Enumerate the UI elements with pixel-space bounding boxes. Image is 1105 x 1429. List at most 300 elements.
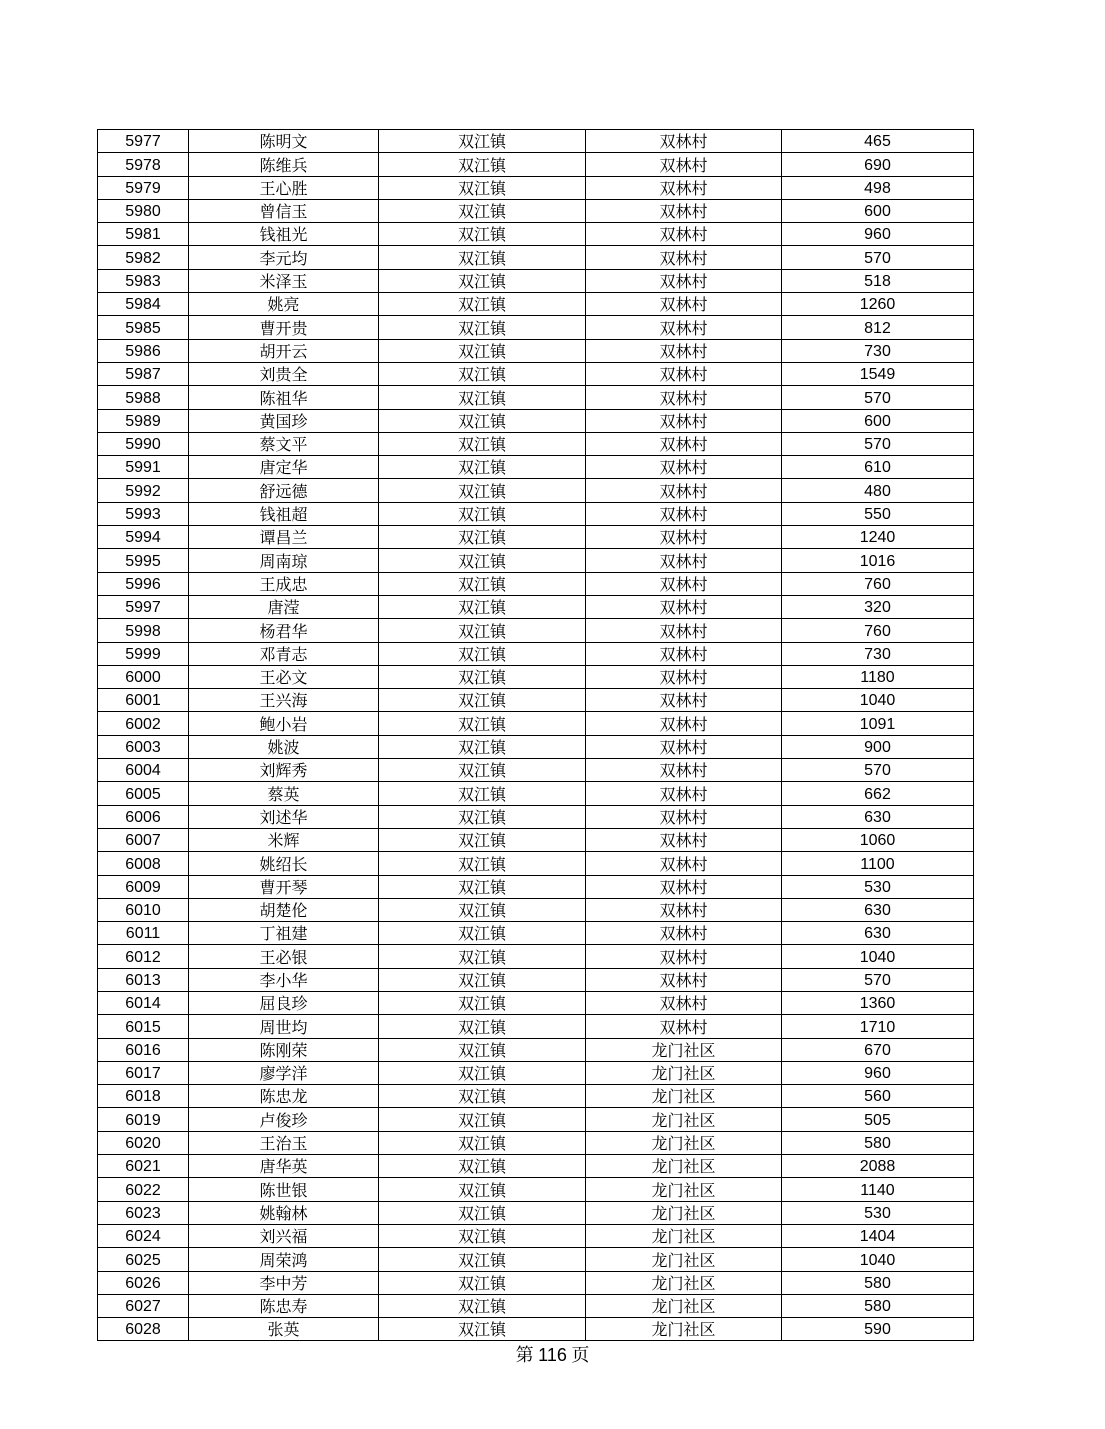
person-name-cell: 钱祖光	[189, 223, 379, 246]
village-name-cell: 双林村	[586, 339, 782, 362]
town-name-cell: 双江镇	[379, 456, 586, 479]
row-number-cell: 5983	[98, 269, 189, 292]
row-number-cell: 6022	[98, 1178, 189, 1201]
row-number-cell: 6023	[98, 1201, 189, 1224]
amount-cell: 560	[782, 1085, 974, 1108]
person-name-cell: 李元均	[189, 246, 379, 269]
village-name-cell: 龙门社区	[586, 1131, 782, 1154]
row-number-cell: 5977	[98, 130, 189, 153]
row-number-cell: 6017	[98, 1061, 189, 1084]
table-row	[98, 991, 974, 1014]
amount-cell: 505	[782, 1108, 974, 1131]
village-name-cell: 双林村	[586, 246, 782, 269]
village-name-cell: 龙门社区	[586, 1038, 782, 1061]
town-name-cell: 双江镇	[379, 735, 586, 758]
person-name-cell: 曹开贵	[189, 316, 379, 339]
town-name-cell: 双江镇	[379, 805, 586, 828]
table-row	[98, 1201, 974, 1224]
amount-cell: 1360	[782, 991, 974, 1014]
amount-cell: 530	[782, 1201, 974, 1224]
person-name-cell: 卢俊珍	[189, 1108, 379, 1131]
amount-cell: 1100	[782, 852, 974, 875]
town-name-cell: 双江镇	[379, 176, 586, 199]
village-name-cell: 双林村	[586, 293, 782, 316]
row-number-cell: 6011	[98, 922, 189, 945]
person-name-cell: 刘述华	[189, 805, 379, 828]
amount-cell: 518	[782, 269, 974, 292]
row-number-cell: 5979	[98, 176, 189, 199]
village-name-cell: 双林村	[586, 782, 782, 805]
village-name-cell: 双林村	[586, 828, 782, 851]
table-row	[98, 1015, 974, 1038]
row-number-cell: 6015	[98, 1015, 189, 1038]
person-name-cell: 曹开琴	[189, 875, 379, 898]
amount-cell: 630	[782, 805, 974, 828]
amount-cell: 1060	[782, 828, 974, 851]
table-row	[98, 479, 974, 502]
village-name-cell: 龙门社区	[586, 1061, 782, 1084]
person-name-cell: 王兴海	[189, 689, 379, 712]
town-name-cell: 双江镇	[379, 595, 586, 618]
town-name-cell: 双江镇	[379, 1178, 586, 1201]
amount-cell: 690	[782, 153, 974, 176]
town-name-cell: 双江镇	[379, 828, 586, 851]
table-row	[98, 1061, 974, 1084]
amount-cell: 580	[782, 1294, 974, 1317]
page-number: 116	[538, 1345, 567, 1365]
town-name-cell: 双江镇	[379, 1131, 586, 1154]
table-row	[98, 269, 974, 292]
town-name-cell: 双江镇	[379, 782, 586, 805]
row-number-cell: 6028	[98, 1318, 189, 1341]
row-number-cell: 6006	[98, 805, 189, 828]
person-name-cell: 廖学洋	[189, 1061, 379, 1084]
table-row	[98, 1224, 974, 1247]
amount-cell: 1260	[782, 293, 974, 316]
town-name-cell: 双江镇	[379, 409, 586, 432]
town-name-cell: 双江镇	[379, 1224, 586, 1247]
row-number-cell: 5987	[98, 362, 189, 385]
town-name-cell: 双江镇	[379, 549, 586, 572]
town-name-cell: 双江镇	[379, 1318, 586, 1341]
row-number-cell: 5993	[98, 502, 189, 525]
village-name-cell: 双林村	[586, 945, 782, 968]
village-name-cell: 双林村	[586, 805, 782, 828]
person-name-cell: 米泽玉	[189, 269, 379, 292]
amount-cell: 2088	[782, 1155, 974, 1178]
table-row	[98, 759, 974, 782]
town-name-cell: 双江镇	[379, 269, 586, 292]
amount-cell: 812	[782, 316, 974, 339]
town-name-cell: 双江镇	[379, 1248, 586, 1271]
person-name-cell: 陈明文	[189, 130, 379, 153]
town-name-cell: 双江镇	[379, 712, 586, 735]
person-name-cell: 曾信玉	[189, 199, 379, 222]
amount-cell: 1404	[782, 1224, 974, 1247]
town-name-cell: 双江镇	[379, 432, 586, 455]
amount-cell: 570	[782, 386, 974, 409]
row-number-cell: 6007	[98, 828, 189, 851]
village-name-cell: 双林村	[586, 595, 782, 618]
amount-cell: 1040	[782, 1248, 974, 1271]
village-name-cell: 双林村	[586, 1015, 782, 1038]
village-name-cell: 双林村	[586, 898, 782, 921]
row-number-cell: 5996	[98, 572, 189, 595]
village-name-cell: 双林村	[586, 572, 782, 595]
table-row	[98, 549, 974, 572]
person-name-cell: 谭昌兰	[189, 526, 379, 549]
person-name-cell: 蔡文平	[189, 432, 379, 455]
table-row	[98, 782, 974, 805]
table-row	[98, 1178, 974, 1201]
person-name-cell: 陈世银	[189, 1178, 379, 1201]
table-row	[98, 945, 974, 968]
village-name-cell: 双林村	[586, 502, 782, 525]
row-number-cell: 5999	[98, 642, 189, 665]
amount-cell: 600	[782, 409, 974, 432]
amount-cell: 630	[782, 922, 974, 945]
village-name-cell: 龙门社区	[586, 1294, 782, 1317]
table-row	[98, 1085, 974, 1108]
amount-cell: 900	[782, 735, 974, 758]
village-name-cell: 双林村	[586, 479, 782, 502]
person-name-cell: 唐定华	[189, 456, 379, 479]
table-row	[98, 316, 974, 339]
village-name-cell: 双林村	[586, 386, 782, 409]
row-number-cell: 6025	[98, 1248, 189, 1271]
amount-cell: 670	[782, 1038, 974, 1061]
village-name-cell: 龙门社区	[586, 1108, 782, 1131]
roster-table	[97, 129, 974, 1341]
town-name-cell: 双江镇	[379, 223, 586, 246]
person-name-cell: 刘贵全	[189, 362, 379, 385]
town-name-cell: 双江镇	[379, 898, 586, 921]
person-name-cell: 张英	[189, 1318, 379, 1341]
table-row	[98, 362, 974, 385]
row-number-cell: 5984	[98, 293, 189, 316]
person-name-cell: 王心胜	[189, 176, 379, 199]
amount-cell: 590	[782, 1318, 974, 1341]
village-name-cell: 双林村	[586, 362, 782, 385]
town-name-cell: 双江镇	[379, 246, 586, 269]
town-name-cell: 双江镇	[379, 1085, 586, 1108]
row-number-cell: 6027	[98, 1294, 189, 1317]
person-name-cell: 唐滢	[189, 595, 379, 618]
person-name-cell: 王成忠	[189, 572, 379, 595]
town-name-cell: 双江镇	[379, 502, 586, 525]
table-row	[98, 1248, 974, 1271]
table-row	[98, 1131, 974, 1154]
village-name-cell: 双林村	[586, 735, 782, 758]
person-name-cell: 黄国珍	[189, 409, 379, 432]
row-number-cell: 6010	[98, 898, 189, 921]
person-name-cell: 周南琼	[189, 549, 379, 572]
amount-cell: 1140	[782, 1178, 974, 1201]
amount-cell: 760	[782, 572, 974, 595]
person-name-cell: 胡楚伦	[189, 898, 379, 921]
town-name-cell: 双江镇	[379, 875, 586, 898]
amount-cell: 550	[782, 502, 974, 525]
town-name-cell: 双江镇	[379, 526, 586, 549]
amount-cell: 610	[782, 456, 974, 479]
person-name-cell: 陈忠龙	[189, 1085, 379, 1108]
row-number-cell: 6021	[98, 1155, 189, 1178]
person-name-cell: 李小华	[189, 968, 379, 991]
person-name-cell: 姚翰林	[189, 1201, 379, 1224]
amount-cell: 580	[782, 1131, 974, 1154]
amount-cell: 960	[782, 1061, 974, 1084]
table-row	[98, 968, 974, 991]
row-number-cell: 5989	[98, 409, 189, 432]
table-row	[98, 712, 974, 735]
village-name-cell: 双林村	[586, 432, 782, 455]
amount-cell: 760	[782, 619, 974, 642]
table-row	[98, 1108, 974, 1131]
town-name-cell: 双江镇	[379, 1015, 586, 1038]
town-name-cell: 双江镇	[379, 1038, 586, 1061]
row-number-cell: 6004	[98, 759, 189, 782]
person-name-cell: 李中芳	[189, 1271, 379, 1294]
row-number-cell: 6001	[98, 689, 189, 712]
village-name-cell: 龙门社区	[586, 1155, 782, 1178]
table-row	[98, 130, 974, 153]
row-number-cell: 5995	[98, 549, 189, 572]
town-name-cell: 双江镇	[379, 1108, 586, 1131]
person-name-cell: 鲍小岩	[189, 712, 379, 735]
village-name-cell: 双林村	[586, 991, 782, 1014]
row-number-cell: 5991	[98, 456, 189, 479]
row-number-cell: 5982	[98, 246, 189, 269]
village-name-cell: 双林村	[586, 968, 782, 991]
amount-cell: 1040	[782, 945, 974, 968]
row-number-cell: 6000	[98, 665, 189, 688]
person-name-cell: 王治玉	[189, 1131, 379, 1154]
village-name-cell: 双林村	[586, 269, 782, 292]
row-number-cell: 6024	[98, 1224, 189, 1247]
town-name-cell: 双江镇	[379, 293, 586, 316]
village-name-cell: 龙门社区	[586, 1248, 782, 1271]
amount-cell: 465	[782, 130, 974, 153]
village-name-cell: 双林村	[586, 852, 782, 875]
person-name-cell: 唐华英	[189, 1155, 379, 1178]
row-number-cell: 6005	[98, 782, 189, 805]
roster-table-body	[98, 130, 974, 1341]
village-name-cell: 双林村	[586, 619, 782, 642]
town-name-cell: 双江镇	[379, 991, 586, 1014]
person-name-cell: 姚绍长	[189, 852, 379, 875]
row-number-cell: 6009	[98, 875, 189, 898]
village-name-cell: 双林村	[586, 409, 782, 432]
row-number-cell: 5980	[98, 199, 189, 222]
amount-cell: 730	[782, 642, 974, 665]
village-name-cell: 双林村	[586, 665, 782, 688]
row-number-cell: 5992	[98, 479, 189, 502]
table-row	[98, 595, 974, 618]
town-name-cell: 双江镇	[379, 759, 586, 782]
row-number-cell: 5990	[98, 432, 189, 455]
table-row	[98, 665, 974, 688]
row-number-cell: 5988	[98, 386, 189, 409]
row-number-cell: 5978	[98, 153, 189, 176]
town-name-cell: 双江镇	[379, 199, 586, 222]
village-name-cell: 双林村	[586, 199, 782, 222]
amount-cell: 1710	[782, 1015, 974, 1038]
person-name-cell: 陈维兵	[189, 153, 379, 176]
town-name-cell: 双江镇	[379, 642, 586, 665]
amount-cell: 570	[782, 759, 974, 782]
amount-cell: 1091	[782, 712, 974, 735]
table-row	[98, 1318, 974, 1341]
row-number-cell: 6012	[98, 945, 189, 968]
table-row	[98, 619, 974, 642]
amount-cell: 570	[782, 246, 974, 269]
town-name-cell: 双江镇	[379, 689, 586, 712]
table-row	[98, 246, 974, 269]
village-name-cell: 龙门社区	[586, 1271, 782, 1294]
person-name-cell: 屈良珍	[189, 991, 379, 1014]
row-number-cell: 5994	[98, 526, 189, 549]
town-name-cell: 双江镇	[379, 153, 586, 176]
village-name-cell: 双林村	[586, 689, 782, 712]
village-name-cell: 双林村	[586, 712, 782, 735]
town-name-cell: 双江镇	[379, 479, 586, 502]
village-name-cell: 双林村	[586, 922, 782, 945]
village-name-cell: 双林村	[586, 549, 782, 572]
person-name-cell: 刘辉秀	[189, 759, 379, 782]
table-row	[98, 432, 974, 455]
row-number-cell: 5981	[98, 223, 189, 246]
amount-cell: 730	[782, 339, 974, 362]
row-number-cell: 5997	[98, 595, 189, 618]
row-number-cell: 5985	[98, 316, 189, 339]
village-name-cell: 双林村	[586, 176, 782, 199]
table-row	[98, 572, 974, 595]
village-name-cell: 龙门社区	[586, 1178, 782, 1201]
table-row	[98, 153, 974, 176]
person-name-cell: 刘兴福	[189, 1224, 379, 1247]
town-name-cell: 双江镇	[379, 852, 586, 875]
person-name-cell: 蔡英	[189, 782, 379, 805]
person-name-cell: 王必银	[189, 945, 379, 968]
amount-cell: 1549	[782, 362, 974, 385]
person-name-cell: 胡开云	[189, 339, 379, 362]
table-row	[98, 642, 974, 665]
person-name-cell: 米辉	[189, 828, 379, 851]
amount-cell: 662	[782, 782, 974, 805]
village-name-cell: 双林村	[586, 456, 782, 479]
village-name-cell: 双林村	[586, 759, 782, 782]
town-name-cell: 双江镇	[379, 945, 586, 968]
amount-cell: 580	[782, 1271, 974, 1294]
row-number-cell: 6002	[98, 712, 189, 735]
table-row	[98, 735, 974, 758]
person-name-cell: 丁祖建	[189, 922, 379, 945]
page-footer	[0, 1341, 1105, 1367]
amount-cell: 1040	[782, 689, 974, 712]
table-row	[98, 1038, 974, 1061]
village-name-cell: 龙门社区	[586, 1224, 782, 1247]
table-row	[98, 176, 974, 199]
town-name-cell: 双江镇	[379, 572, 586, 595]
town-name-cell: 双江镇	[379, 968, 586, 991]
table-row	[98, 689, 974, 712]
table-row	[98, 828, 974, 851]
table-row	[98, 293, 974, 316]
town-name-cell: 双江镇	[379, 130, 586, 153]
town-name-cell: 双江镇	[379, 619, 586, 642]
amount-cell: 1016	[782, 549, 974, 572]
amount-cell: 570	[782, 432, 974, 455]
row-number-cell: 6020	[98, 1131, 189, 1154]
person-name-cell: 邓青志	[189, 642, 379, 665]
table-row	[98, 922, 974, 945]
row-number-cell: 5998	[98, 619, 189, 642]
person-name-cell: 舒远德	[189, 479, 379, 502]
amount-cell: 530	[782, 875, 974, 898]
table-row	[98, 456, 974, 479]
person-name-cell: 周世均	[189, 1015, 379, 1038]
row-number-cell: 6019	[98, 1108, 189, 1131]
table-row	[98, 386, 974, 409]
table-row	[98, 852, 974, 875]
row-number-cell: 6026	[98, 1271, 189, 1294]
town-name-cell: 双江镇	[379, 316, 586, 339]
village-name-cell: 双林村	[586, 526, 782, 549]
village-name-cell: 龙门社区	[586, 1085, 782, 1108]
person-name-cell: 陈祖华	[189, 386, 379, 409]
table-row	[98, 223, 974, 246]
table-row	[98, 875, 974, 898]
town-name-cell: 双江镇	[379, 665, 586, 688]
town-name-cell: 双江镇	[379, 339, 586, 362]
amount-cell: 1240	[782, 526, 974, 549]
village-name-cell: 双林村	[586, 316, 782, 339]
table-row	[98, 526, 974, 549]
amount-cell: 498	[782, 176, 974, 199]
person-name-cell: 杨君华	[189, 619, 379, 642]
table-row	[98, 409, 974, 432]
village-name-cell: 龙门社区	[586, 1318, 782, 1341]
town-name-cell: 双江镇	[379, 386, 586, 409]
table-row	[98, 1155, 974, 1178]
amount-cell: 960	[782, 223, 974, 246]
village-name-cell: 双林村	[586, 130, 782, 153]
amount-cell: 570	[782, 968, 974, 991]
table-row	[98, 898, 974, 921]
town-name-cell: 双江镇	[379, 922, 586, 945]
village-name-cell: 双林村	[586, 153, 782, 176]
amount-cell: 480	[782, 479, 974, 502]
table-row	[98, 502, 974, 525]
village-name-cell: 双林村	[586, 642, 782, 665]
person-name-cell: 王必文	[189, 665, 379, 688]
amount-cell: 600	[782, 199, 974, 222]
village-name-cell: 双林村	[586, 223, 782, 246]
town-name-cell: 双江镇	[379, 362, 586, 385]
row-number-cell: 6016	[98, 1038, 189, 1061]
person-name-cell: 姚波	[189, 735, 379, 758]
village-name-cell: 龙门社区	[586, 1201, 782, 1224]
row-number-cell: 6013	[98, 968, 189, 991]
page-prefix: 第	[515, 1345, 534, 1365]
row-number-cell: 5986	[98, 339, 189, 362]
row-number-cell: 6003	[98, 735, 189, 758]
town-name-cell: 双江镇	[379, 1201, 586, 1224]
town-name-cell: 双江镇	[379, 1155, 586, 1178]
person-name-cell: 姚亮	[189, 293, 379, 316]
town-name-cell: 双江镇	[379, 1294, 586, 1317]
amount-cell: 320	[782, 595, 974, 618]
